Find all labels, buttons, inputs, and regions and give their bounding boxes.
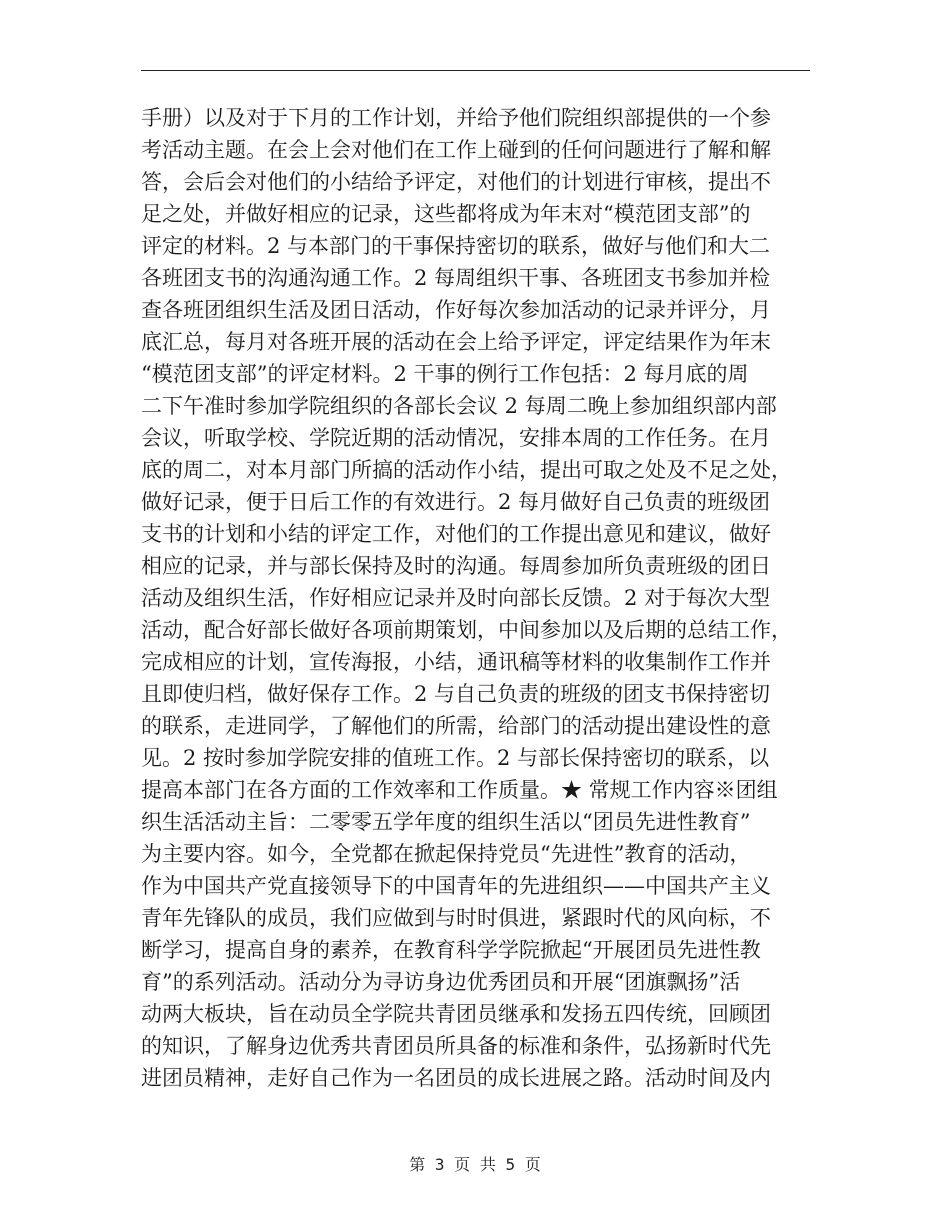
text-line: 答，会后会对他们的小结给予评定，对他们的计划进行审核，提出不 (141, 170, 771, 194)
text-line: 断学习，提高自身的素养，在教育科学学院掀起“开展团员先进性教 (141, 938, 761, 962)
text-line: 相应的记录，并与部长保持及时的沟通。每周参加所负责班级的团日 (141, 554, 771, 578)
text-line: 且即使归档，做好保存工作。2 与自己负责的班级的团支书保持密切 (141, 682, 771, 706)
body-text (141, 102, 813, 1094)
text-line: 评定的材料。2 与本部门的干事保持密切的联系，做好与他们和大二 (141, 234, 771, 258)
text-line: 完成相应的计划，宣传海报，小结，通讯稿等材料的收集制作工作并 (141, 650, 771, 674)
page-number: 第 3 页 共 5 页 (409, 1155, 541, 1174)
text-line: 底的周二，对本月部门所搞的活动作小结，提出可取之处及不足之处， (141, 458, 792, 482)
text-line: 提高本部门在各方面的工作效率和工作质量。★ 常规工作内容※团组 (141, 778, 778, 802)
text-line: 青年先锋队的成员，我们应做到与时时俱进，紧跟时代的风向标，不 (141, 906, 771, 930)
text-line: 做好记录，便于日后工作的有效进行。2 每月做好自己负责的班级团 (141, 490, 771, 514)
text-line: 进团员精神，走好自己作为一名团员的成长进展之路。活动时间及内 (141, 1066, 771, 1090)
page-footer (0, 1156, 950, 1174)
text-line: 活动及组织生活，作好相应记录并及时向部长反馈。2 对于每次大型 (141, 586, 771, 610)
text-line: 查各班团组织生活及团日活动，作好每次参加活动的记录并评分，月 (141, 298, 771, 322)
text-line: 动两大板块，旨在动员全学院共青团员继承和发扬五四传统，回顾团 (141, 1002, 771, 1026)
text-line: 会议，听取学校、学院近期的活动情况，安排本周的工作任务。在月 (141, 426, 771, 450)
text-line: 底汇总，每月对各班开展的活动在会上给予评定，评定结果作为年末 (141, 330, 771, 354)
text-line: 支书的计划和小结的评定工作，对他们的工作提出意见和建议，做好 (141, 522, 771, 546)
text-line: 足之处，并做好相应的记录，这些都将成为年末对“模范团支部”的 (141, 202, 751, 226)
header-rule (141, 70, 810, 71)
text-line: 作为中国共产党直接领导下的中国青年的先进组织——中国共产主义 (141, 874, 771, 898)
text-line: 育”的系列活动。活动分为寻访身边优秀团员和开展“团旗飘扬”活 (141, 970, 741, 994)
text-line: 二下午准时参加学院组织的各部长会议 2 每周二晚上参加组织部内部 (141, 394, 777, 418)
text-line: 考活动主题。在会上会对他们在工作上碰到的任何问题进行了解和解 (141, 138, 771, 162)
text-line: 见。2 按时参加学院安排的值班工作。2 与部长保持密切的联系，以 (141, 746, 770, 770)
text-line: “模范团支部”的评定材料。2 干事的例行工作包括：2 每月底的周 (141, 362, 749, 386)
text-line: 手册）以及对于下月的工作计划，并给予他们院组织部提供的一个参 (141, 106, 771, 130)
text-line: 活动，配合好部长做好各项前期策划，中间参加以及后期的总结工作， (141, 618, 792, 642)
text-line: 的知识，了解身边优秀共青团员所具备的标准和条件，弘扬新时代先 (141, 1034, 771, 1058)
text-line: 各班团支书的沟通沟通工作。2 每周组织干事、各班团支书参加并检 (141, 266, 771, 290)
text-line: 为主要内容。如今，全党都在掀起保持党员“先进性”教育的活动， (141, 842, 751, 866)
text-line: 的联系，走进同学，了解他们的所需，给部门的活动提出建设性的意 (141, 714, 771, 738)
text-line: 织生活活动主旨：二零零五学年度的组织生活以“团员先进性教育” (141, 810, 751, 834)
